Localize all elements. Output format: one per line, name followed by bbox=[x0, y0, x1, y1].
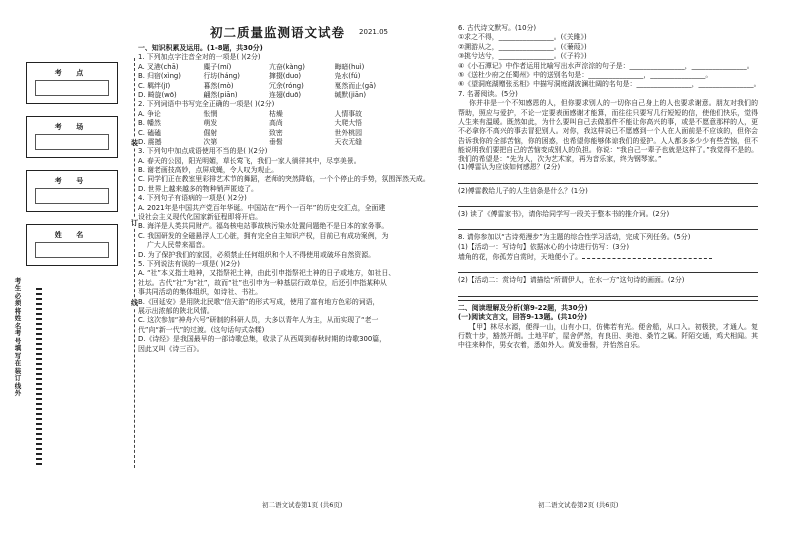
q1-c2: 暮然(mò) bbox=[203, 81, 234, 90]
q1-b4: 凫水(fú) bbox=[334, 72, 361, 81]
q7-sub-question-3: (3) 读了《傅雷家书》，请你给同学写一段关于整本书的推介词。(2分) bbox=[458, 209, 670, 218]
name-input[interactable] bbox=[35, 242, 109, 258]
q8-activity-1-answer[interactable] bbox=[582, 252, 712, 259]
q8-activity-2: (2)【活动二：赏诗句】请描绘“所谓伊人，在水一方”这句诗的画面。(2分) bbox=[458, 276, 685, 285]
name-box[interactable] bbox=[26, 224, 118, 266]
q1-b1: B. 归宿(xìng) bbox=[138, 72, 181, 81]
q2-b2: 萌发 bbox=[203, 119, 218, 128]
q1-c1: C. 羁绊(jī) bbox=[138, 81, 171, 90]
q8-answer-1[interactable] bbox=[458, 264, 758, 273]
seal-line bbox=[134, 58, 135, 468]
exam-number-input[interactable] bbox=[35, 188, 109, 204]
q3-option-c: C. 同学们正在教室里彩排艺术节的舞蹈，老师的突然降临，一个个停止的手势，氛围浑然天成。 bbox=[138, 175, 430, 184]
section-divider bbox=[458, 300, 758, 301]
q1-c3: 冗余(róng) bbox=[269, 81, 304, 90]
q1-a3: 亢奋(kàng) bbox=[269, 62, 305, 71]
exam-site-box[interactable] bbox=[26, 62, 118, 104]
q2-row-d bbox=[138, 138, 400, 147]
exam-title: 初二质量监测语文试卷 bbox=[210, 25, 346, 40]
exam-number-box[interactable] bbox=[26, 170, 118, 212]
seal-word-3: 线 bbox=[131, 299, 138, 307]
page-one bbox=[138, 24, 430, 354]
q4-option-b: B. 海洋是人类共同财产。福岛核电站事故核污染水处置问题绝不是日本的家务事。 bbox=[138, 222, 389, 231]
exam-date: 2021.05 bbox=[359, 28, 388, 36]
q2-d1: D. 震撼 bbox=[138, 137, 162, 146]
q1-a1: A. 叉港(chā) bbox=[138, 62, 179, 71]
q7-answer-2[interactable] bbox=[458, 198, 758, 207]
q7-answer-3[interactable] bbox=[458, 221, 758, 230]
q3-option-d: D. 世界上越来越多的物种销声匿迹了。 bbox=[138, 184, 258, 193]
question-2: 2. 下列词语中书写完全正确的一项是( )(2分) bbox=[138, 100, 275, 109]
binding-warning: 考生必须将姓名考号填写在装订线外 bbox=[14, 277, 22, 398]
q8-activity-1-example bbox=[458, 252, 758, 262]
q6-line-1[interactable]: ①求之不得，________________。(《关雎》) bbox=[458, 33, 587, 42]
page-two bbox=[458, 24, 761, 351]
q6-line-2[interactable]: ②溯游从之，________________。(《蒹葭》) bbox=[458, 42, 587, 51]
question-5: 5. 下列说法有误的一项是( )(2分) bbox=[138, 259, 240, 268]
q2-row-c bbox=[138, 129, 400, 138]
q2-b4: 大爬大悟 bbox=[334, 119, 363, 128]
q5-option-d-cont: 因此又叫《诗三百》。 bbox=[138, 344, 204, 353]
q2-row-b bbox=[138, 119, 400, 128]
q1-a2: 麋子(mí) bbox=[203, 62, 232, 71]
q1-d4: 缄默(jiān) bbox=[334, 90, 367, 99]
q1-d3: 连翅(duō) bbox=[269, 90, 302, 99]
q1-c4: 戛然而止(gā) bbox=[334, 81, 377, 90]
binding-strip bbox=[14, 58, 138, 468]
q4-option-a: A. 2021年是中国共产党百年华诞。中国站在“两个一百年”的历史交汇点，全面建 bbox=[138, 203, 386, 212]
question-7: 7. 名著阅读。(5分) bbox=[458, 89, 518, 98]
q6-line-6[interactable]: ⑥《望洞庭湖赠张丞相》中描写洞庭湖波澜壮阔的名句是：________________，________________。 bbox=[458, 80, 761, 89]
q3-option-b: B. 谢老画技高妙，点屏成蝇，令人叹为观止。 bbox=[138, 166, 279, 175]
q2-row-a bbox=[138, 110, 400, 119]
name-label: 姓 名 bbox=[54, 231, 90, 239]
exam-site-label: 考 点 bbox=[54, 69, 90, 77]
exam-room-label: 考 场 bbox=[54, 123, 90, 131]
q2-a4: 人情事故 bbox=[334, 109, 363, 118]
q1-b2: 行坊(háng) bbox=[203, 72, 240, 81]
q2-b1: B. 幡然 bbox=[138, 119, 161, 128]
q4-option-c: C. 我国研发的全磁悬浮人工心脏，拥有完全自主知识产权，目前已有成功案例，为 bbox=[138, 231, 389, 240]
seal-word-2: 订 bbox=[131, 219, 138, 227]
seal-word-1: 装 bbox=[131, 139, 138, 147]
q1-b3: 撺掇(duo) bbox=[269, 72, 302, 81]
q1-row-a bbox=[138, 63, 400, 72]
q1-row-c bbox=[138, 82, 400, 91]
q1-row-b bbox=[138, 72, 400, 81]
q4-option-a-cont: 设社会主义现代化国家新征程即将开启。 bbox=[138, 213, 263, 222]
q1-d1: D. 畸旋(wō) bbox=[138, 90, 177, 99]
section-one-heading: 一、知识积累及运用。(1-8题，共30分) bbox=[138, 44, 263, 52]
q5-option-a: A. “社”本义指土地神，又指祭祀土神，由此引申指祭祀土神的日子或地方，如社日、 bbox=[138, 269, 396, 278]
q2-b3: 高尚 bbox=[269, 119, 283, 128]
q2-d4: 天衣无缝 bbox=[334, 137, 363, 146]
page-two-footer: 初二语文试卷第2页 (共6页) bbox=[538, 501, 619, 509]
q8-example-text: 墙角的花，你孤芳自赏时，天地便小了。 bbox=[458, 253, 583, 262]
q5-option-c-cont: 代”向“新一代”的过渡。(这句话句式杂糅) bbox=[138, 325, 265, 334]
question-6: 6. 古代诗文默写。(10分) bbox=[458, 24, 537, 32]
q5-option-c: C. 这次参加“神舟六号”研制的科研人员，大多以青年人为主，从而实现了“老一 bbox=[138, 316, 379, 325]
section-two-heading: 二、阅读理解及分析(第9-22题，共30分) bbox=[458, 303, 588, 312]
q6-line-4[interactable]: ④《小石潭记》中作者运用比喻写出水声淙淙的句子是：________________，________________。 bbox=[458, 61, 754, 70]
q4-option-d: D. 为了保护我们的家园，必须禁止任何组织和个人不得使用或破坏自然资源。 bbox=[138, 250, 376, 259]
q2-c1: C. 磕磕 bbox=[138, 128, 161, 137]
classical-passage: 【甲】林尽水源，便得一山，山有小口，仿佛若有光。便舍船，从口入。初极狭，才通人。复行数十步，豁然开朗。土地平旷，屋舍俨然，有良田、美池、桑竹之属。阡陌交通，鸡犬相闻。其中往来种作，男女衣着，悉如外人。黄发垂髫，并怡然自乐。 bbox=[458, 322, 758, 350]
exam-room-input[interactable] bbox=[35, 134, 109, 150]
q3-option-a: A. 春天的公园，阳光明媚，草长莺飞，我们一家人徜徉其中，尽享美景。 bbox=[138, 156, 361, 165]
question-8: 8. 请你参加以“古诗苑漫步”为主题的综合性学习活动，完成下列任务。(5分) bbox=[458, 233, 691, 242]
q1-a4: 晦暗(huì) bbox=[334, 62, 365, 71]
q1-d2: 翩然(piān) bbox=[203, 90, 238, 99]
question-1: 1. 下列加点字注音全对的一项是( )(2分) bbox=[138, 53, 261, 62]
q2-d2: 次第 bbox=[203, 137, 218, 146]
q2-c4: 世外桃园 bbox=[334, 128, 363, 137]
q5-option-d: D.《诗经》是我国最早的一部诗歌总集，收录了从西周到春秋时期的诗歌300篇， bbox=[138, 335, 387, 344]
question-3: 3. 下列句中加点成语使用不当的是( )(2分) bbox=[138, 147, 268, 156]
q2-a3: 枯燥 bbox=[269, 109, 283, 118]
q7-sub-question-2: (2)傅雷教给儿子的人生信条是什么？(1分) bbox=[458, 186, 588, 195]
binding-pattern bbox=[36, 288, 42, 468]
q8-answer-2[interactable] bbox=[458, 288, 758, 297]
q7-answer-1[interactable] bbox=[458, 175, 758, 184]
q2-a2: 怅惘 bbox=[203, 109, 218, 118]
q2-c3: 致密 bbox=[269, 128, 283, 137]
exam-number-label: 考 号 bbox=[54, 177, 90, 185]
q2-a1: A. 争论 bbox=[138, 109, 161, 118]
q5-option-b: B.《回延安》是用陕北民歌“信天游”的形式写成，使用了富有地方色彩的词语， bbox=[138, 297, 380, 306]
q5-option-a-cont1: 社坛。古代“社”为“社”，故而“社”也引申为一种基层行政单位，后还引申指某种从 bbox=[138, 278, 387, 287]
q4-option-c-cont: 广大人民带来福音。 bbox=[147, 241, 210, 250]
q2-c2: 倔射 bbox=[203, 128, 218, 137]
q7-sub-question-1: (1)傅雷认为应该如何感恩？(2分) bbox=[458, 163, 561, 172]
q2-d3: 垂髫 bbox=[269, 137, 283, 146]
q6-line-3[interactable]: ③挑兮达兮，________________。(《子衿》) bbox=[458, 52, 587, 61]
q1-row-d bbox=[138, 91, 400, 100]
page-one-footer: 初二语文试卷第1页 (共6页) bbox=[262, 501, 343, 509]
q5-option-b-cont: 展示出浓郁的陕北风情。 bbox=[138, 306, 214, 315]
exam-room-box[interactable] bbox=[26, 116, 118, 158]
q6-line-5[interactable]: ⑤《送杜少府之任蜀州》中的送别名句是：________________，________________。 bbox=[458, 70, 713, 79]
subsection-heading: (一)阅读文言文，回答9-13题。(共10分) bbox=[458, 313, 588, 322]
q8-activity-1: (1)【活动一：写诗句】依据冰心的小诗进行仿写：(3分) bbox=[458, 242, 630, 251]
q5-option-a-cont2: 事共同活动的集体组织，如诗社、书社。 bbox=[138, 288, 263, 297]
q7-passage: 你并非是一个不知感恩的人，但你要求别人的一切你自己身上的人也要求谢意。朋友对我们的帮助，照应与爱护，不论一定要表面感谢才能算，而往往只要写几行短短的信，使他们快乐，觉得人生来有温暖。既然如此，为什么要叫自己去做那件不能让你高兴的事，或是不愿意那样的人，更不必拿你不高兴的事去冒犯别人。对你，我这样说已不愿感到一个人在人面前是不应该的，但你会告诉我你的全部苦恼，你的困惑，也希望你能够体谅我们的爱护。人人都多多少少有些苦恼，但不能说明我们要把自己的苦恼变成别人的负担。你说：“我自己一辈子也就是这样了。”我觉得不是的。我们的希望是：“先为人，次为艺术家，再为音乐家，终为钢琴家。” bbox=[458, 99, 758, 164]
question-4: 4. 下列句子有语病的一项是( )(2分) bbox=[138, 194, 247, 203]
exam-site-input[interactable] bbox=[35, 80, 109, 96]
